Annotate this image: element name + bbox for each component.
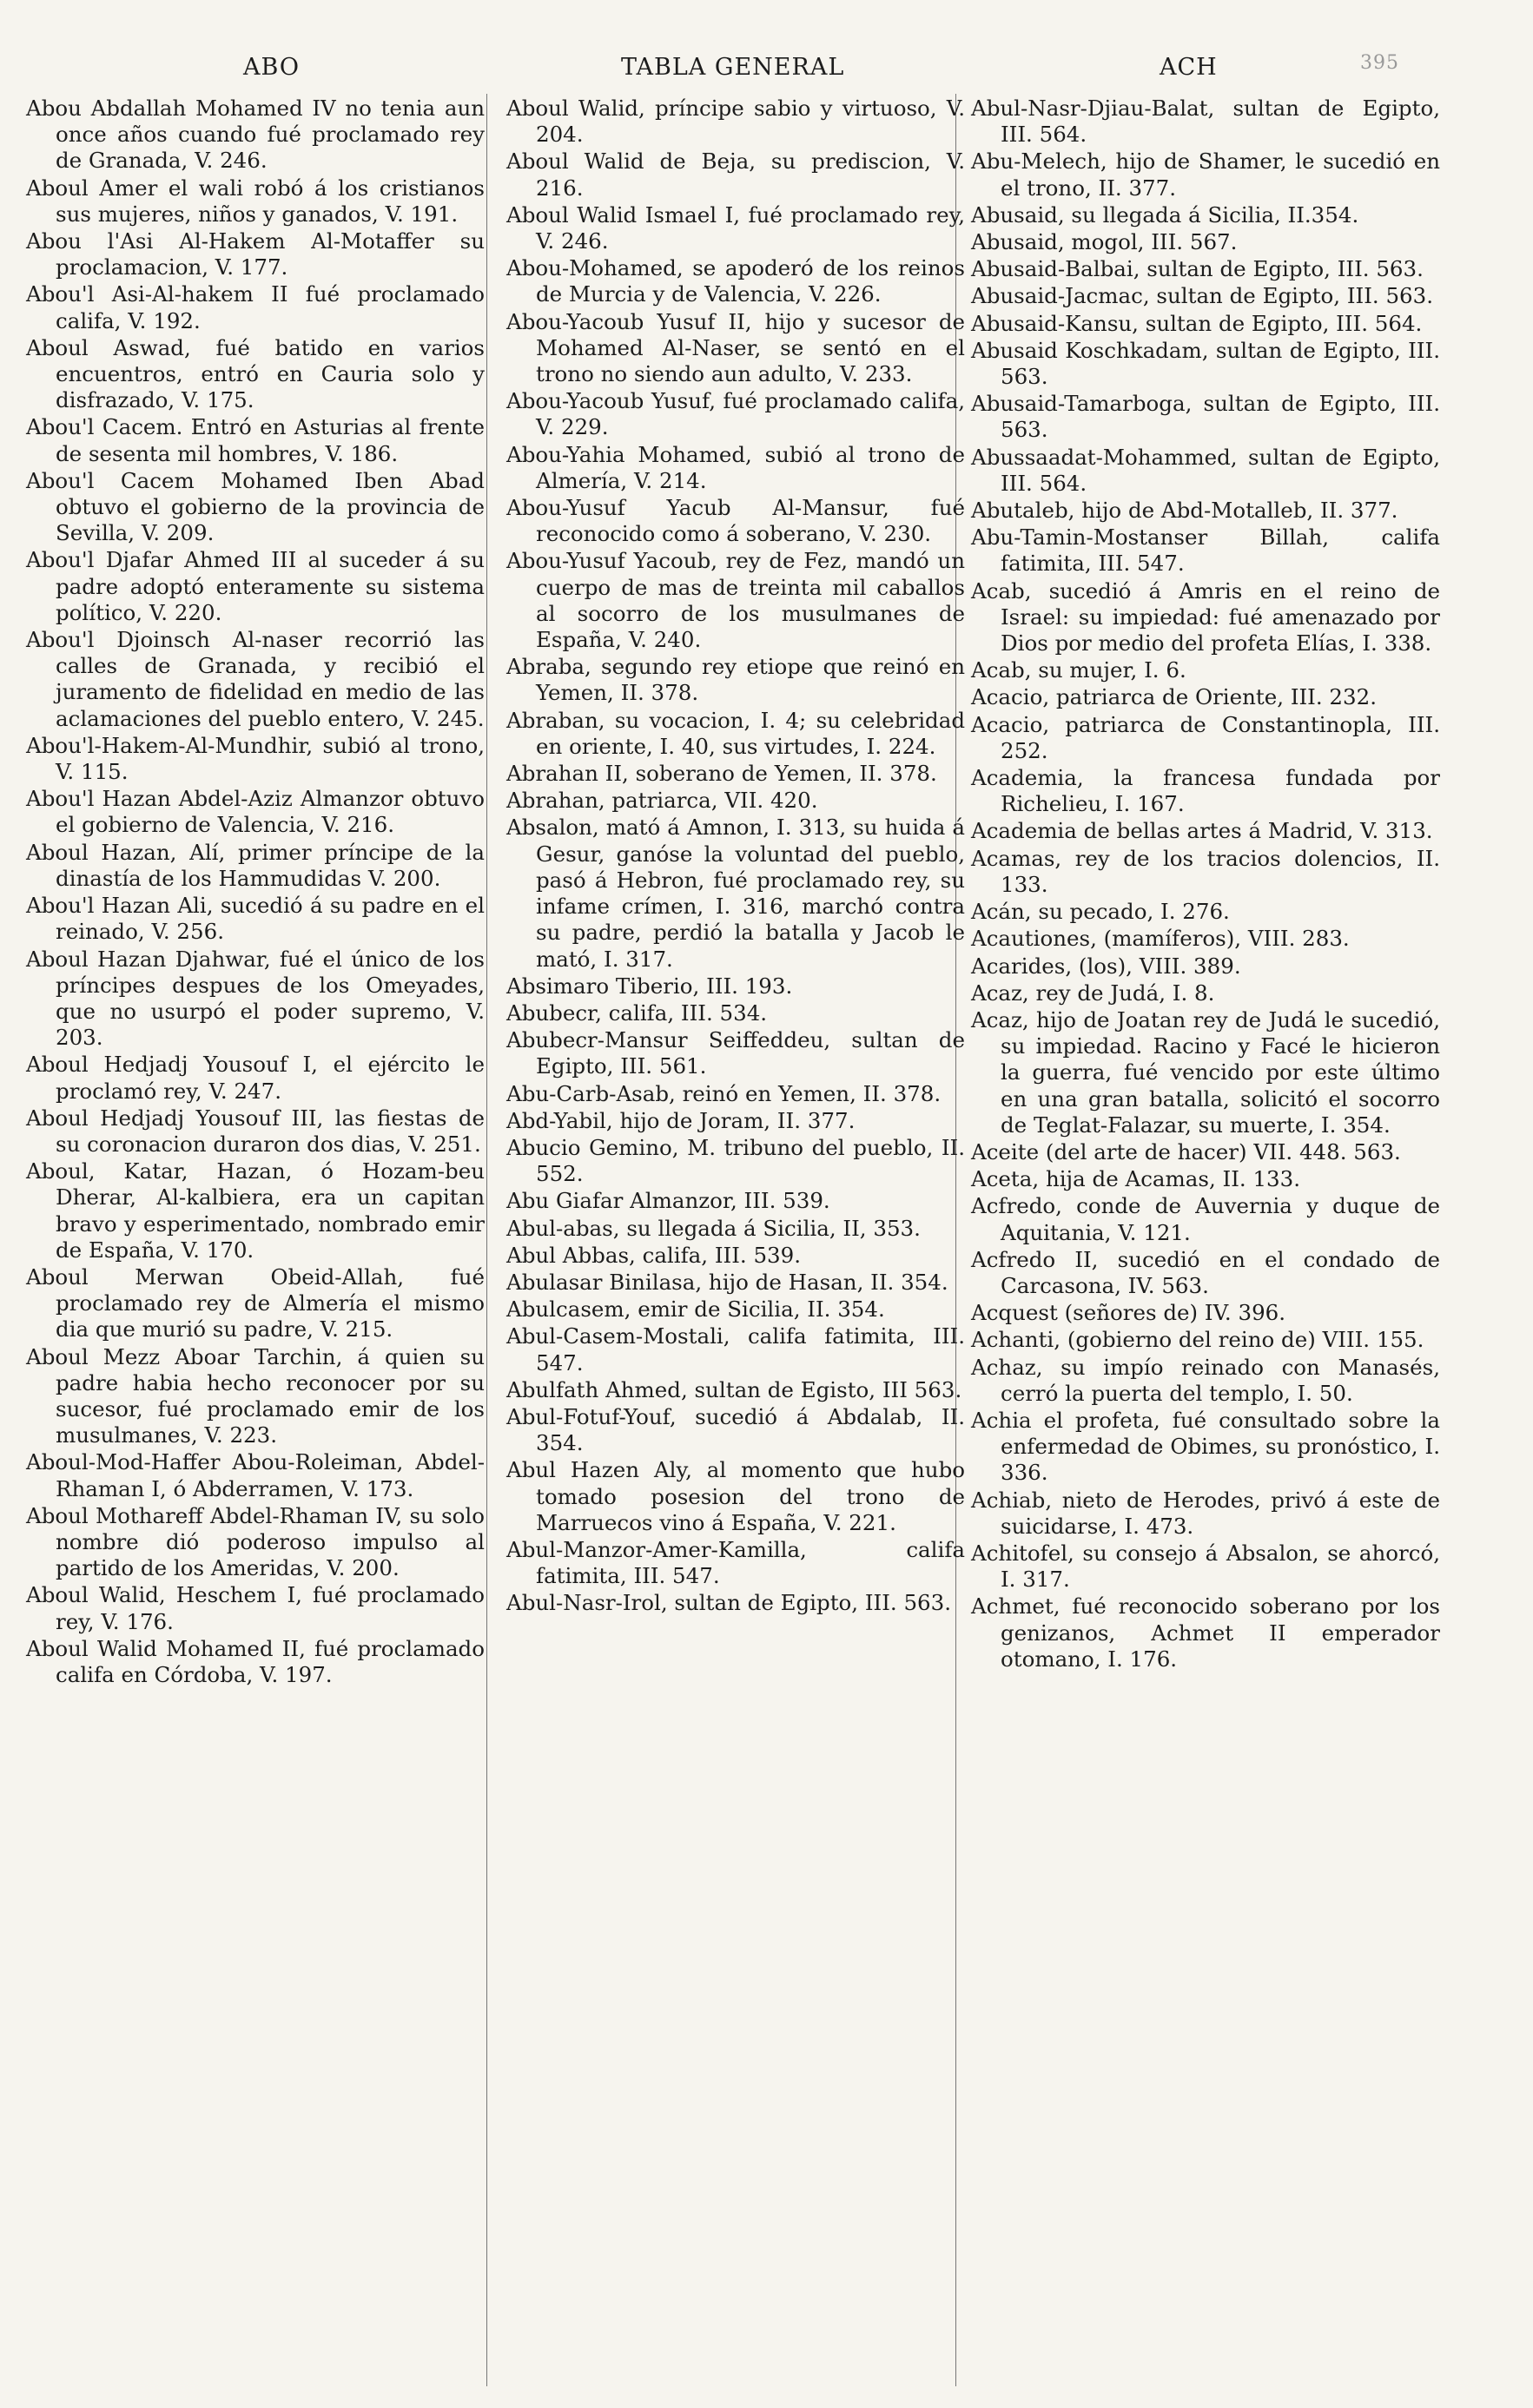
index-entry: Acaz, rey de Judá, I. 8.: [971, 980, 1215, 1006]
index-entry: Aboul Hedjadj Yousouf I, el ejército le proclamó rey, V. 247.: [26, 1052, 485, 1104]
index-entry: Abusaid-Balbai, sultan de Egipto, III. 563.: [971, 256, 1424, 282]
index-entry: Achanti, (gobierno del reino de) VIII. 155.: [971, 1327, 1424, 1353]
index-entry: Aboul Mezz Aboar Tarchin, á quien su padre habia hecho reconocer por su sucesor, fué proclamado emir de los musulmanes, V. 223.: [26, 1343, 485, 1448]
index-entry: Abul-Nasr-Irol, sultan de Egipto, III. 563.: [506, 1590, 952, 1616]
index-entry: Abou-Yacoub Yusuf II, hijo y sucesor de Mohamed Al-Naser, se sentó en el trono no siendo aun adulto, V. 233.: [506, 308, 965, 387]
running-head-right: ACH: [1160, 54, 1218, 81]
index-entry: Abul-Casem-Mostali, califa fatimita, III. 547.: [506, 1323, 965, 1376]
index-entry: Abussaadat-Mohammed, sultan de Egipto, III. 564.: [971, 444, 1440, 496]
index-entry: Acarides, (los), VIII. 389.: [971, 953, 1241, 979]
page-header: [0, 54, 1533, 89]
index-entry: Abusaid-Jacmac, sultan de Egipto, III. 563.: [971, 283, 1434, 309]
index-entry: Abu Giafar Almanzor, III. 539.: [506, 1188, 830, 1214]
index-entry: Aboul, Katar, Hazan, ó Hozam-beu Dherar, Al-kalbiera, era un capitan bravo y esperimentado, nombrado emir de España, V. 170.: [26, 1158, 485, 1263]
index-entry: Abraba, segundo rey etiope que reinó en Yemen, II. 378.: [506, 654, 965, 706]
index-entry: Abou-Mohamed, se apoderó de los reinos de Murcia y de Valencia, V. 226.: [506, 255, 965, 307]
index-entry: Acab, sucedió á Amris en el reino de Israel: su impiedad: fué amenazado por Dios por medio del profeta Elías, I. 338.: [971, 577, 1440, 656]
index-entry: Abul Abbas, califa, III. 539.: [506, 1242, 802, 1268]
index-entry: Abul-Manzor-Amer-Kamilla, califa fatimita, III. 547.: [506, 1536, 965, 1589]
index-entry: Abusaid Koschkadam, sultan de Egipto, III. 563.: [971, 337, 1440, 390]
index-entry: Acamas, rey de los tracios dolencios, II. 133.: [971, 845, 1440, 897]
index-entry: Abusaid, su llegada á Sicilia, II.354.: [971, 201, 1359, 228]
running-head-left: ABO: [243, 54, 300, 81]
column-divider: [486, 94, 487, 2386]
index-entry: Aboul Amer el wali robó á los cristianos sus mujeres, niños y ganados, V. 191.: [26, 175, 485, 227]
index-column-1: [26, 96, 485, 1689]
index-entry: Abou Abdallah Mohamed IV no tenia aun once años cuando fué proclamado rey de Granada, V. 246.: [26, 96, 485, 174]
index-entry: Abusaid-Kansu, sultan de Egipto, III. 564.: [971, 310, 1423, 336]
index-entry: Abou'l Djafar Ahmed III al suceder á su padre adoptó enteramente su sistema político, V. 220.: [26, 547, 485, 625]
index-entry: Abou'l Djoinsch Al-naser recorrió las calles de Granada, y recibió el juramento de fidelidad en medio de las aclamaciones del pueblo entero, V. 245.: [26, 627, 485, 731]
index-entry: Aboul Aswad, fué batido en varios encuentros, entró en Cauria solo y disfrazado, V. 175.: [26, 334, 485, 413]
index-entry: Aboul Hazan, Alí, primer príncipe de la dinastía de los Hammudidas V. 200.: [26, 839, 485, 891]
index-column-2: [506, 96, 965, 1618]
index-entry: Abulasar Binilasa, hijo de Hasan, II. 354.: [506, 1269, 948, 1295]
index-entry: Abou'l Hazan Abdel-Aziz Almanzor obtuvo el gobierno de Valencia, V. 216.: [26, 786, 485, 838]
index-column-3: [971, 96, 1440, 1673]
index-entry: Abou-Yusuf Yacub Al-Mansur, fué reconocido como á soberano, V. 230.: [506, 495, 965, 547]
index-entry: Acaz, hijo de Joatan rey de Judá le sucedió, su impiedad. Racino y Facé le hicieron la guerra, fué vencido por este último en una gran batalla, solicitó el socorro de Teglat-Falazar, su muerte, I. 354.: [971, 1006, 1440, 1138]
index-entry: Abusaid-Tamarboga, sultan de Egipto, III. 563.: [971, 391, 1440, 443]
index-entry: Abu-Melech, hijo de Shamer, le sucedió en el trono, II. 377.: [971, 148, 1440, 201]
index-entry: Achiab, nieto de Herodes, privó á este de suicidarse, I. 473.: [971, 1487, 1440, 1539]
index-entry: Abucio Gemino, M. tribuno del pueblo, II. 552.: [506, 1134, 965, 1187]
index-entry: Abou-Yusuf Yacoub, rey de Fez, mandó un cuerpo de mas de treinta mil caballos al socorro de los musulmanes de España, V. 240.: [506, 548, 965, 653]
index-entry: Aboul Walid Ismael I, fué proclamado rey, V. 246.: [506, 201, 965, 254]
index-entry: Abou'l Cacem. Entró en Asturias al frente de sesenta mil hombres, V. 186.: [26, 414, 485, 466]
index-entry: Abou-Yahia Mohamed, subió al trono de Almería, V. 214.: [506, 441, 965, 493]
index-entry: Achmet, fué reconocido soberano por los genizanos, Achmet II emperador otomano, I. 176.: [971, 1593, 1440, 1672]
index-entry: Abul-Fotuf-Youf, sucedió á Abdalab, II. 354.: [506, 1403, 965, 1456]
index-entry: Aboul Walid de Beja, su prediscion, V. 216.: [506, 148, 965, 201]
index-entry: Acquest (señores de) IV. 396.: [971, 1300, 1286, 1326]
index-entry: Acfredo II, sucedió en el condado de Carcasona, IV. 563.: [971, 1246, 1440, 1298]
index-entry: Abrahan II, soberano de Yemen, II. 378.: [506, 761, 937, 787]
index-entry: Aboul-Mod-Haffer Abou-Roleiman, Abdel-Rhaman I, ó Abderramen, V. 173.: [26, 1449, 485, 1501]
running-head-title: TABLA GENERAL: [621, 54, 845, 81]
index-entry: Abul Hazen Aly, al momento que hubo tomado posesion del trono de Marruecos vino á España, V. 221.: [506, 1457, 965, 1535]
index-entry: Abulcasem, emir de Sicilia, II. 354.: [506, 1296, 885, 1323]
index-entry: Abou'l Cacem Mohamed Iben Abad obtuvo el gobierno de la provincia de Sevilla, V. 209.: [26, 467, 485, 546]
index-entry: Aboul Walid Mohamed II, fué proclamado califa en Córdoba, V. 197.: [26, 1635, 485, 1687]
index-entry: Acautiones, (mamíferos), VIII. 283.: [971, 926, 1350, 952]
index-entry: Aboul Walid, Heschem I, fué proclamado rey, V. 176.: [26, 1582, 485, 1634]
index-entry: Abrahan, patriarca, VII. 420.: [506, 788, 818, 814]
index-entry: Abou l'Asi Al-Hakem Al-Motaffer su proclamacion, V. 177.: [26, 228, 485, 280]
index-entry: Achaz, su impío reinado con Manasés, cerró la puerta del templo, I. 50.: [971, 1354, 1440, 1406]
index-entry: Acán, su pecado, I. 276.: [971, 899, 1230, 925]
index-entry: Acab, su mujer, I. 6.: [971, 657, 1186, 683]
index-entry: Abubecr-Mansur Seiffeddeu, sultan de Egipto, III. 561.: [506, 1027, 965, 1079]
index-entry: Abulfath Ahmed, sultan de Egisto, III 563.: [506, 1376, 962, 1402]
index-entry: Acacio, patriarca de Constantinopla, III. 252.: [971, 711, 1440, 763]
index-entry: Abd-Yabil, hijo de Joram, II. 377.: [506, 1107, 856, 1133]
index-entry: Aboul Mothareff Abdel-Rhaman IV, su solo nombre dió poderoso impulso al partido de los Ameridas, V. 200.: [26, 1502, 485, 1581]
page-number: 395: [1360, 52, 1399, 74]
index-entry: Achia el profeta, fué consultado sobre la enfermedad de Obimes, su pronóstico, I. 336.: [971, 1407, 1440, 1486]
index-entry: Abraban, su vocacion, I. 4; su celebridad en oriente, I. 40, sus virtudes, I. 224.: [506, 707, 965, 759]
index-entry: Aboul Walid, príncipe sabio y virtuoso, V. 204.: [506, 96, 965, 148]
index-entry: Aboul Merwan Obeid-Allah, fué proclamado rey de Almería el mismo dia que murió su padre, V. 215.: [26, 1263, 485, 1343]
index-entry: Absimaro Tiberio, III. 193.: [506, 973, 793, 999]
index-entry: Abou'l-Hakem-Al-Mundhir, subió al trono, V. 115.: [26, 732, 485, 785]
index-entry: Aboul Hedjadj Yousouf III, las fiestas de su coronacion duraron dos dias, V. 251.: [26, 1105, 485, 1157]
index-entry: Abu-Tamin-Mostanser Billah, califa fatimita, III. 547.: [971, 524, 1440, 577]
index-entry: Abu-Carb-Asab, reinó en Yemen, II. 378.: [506, 1080, 942, 1106]
index-entry: Abou'l Hazan Ali, sucedió á su padre en el reinado, V. 256.: [26, 893, 485, 945]
index-entry: Abul-abas, su llegada á Sicilia, II, 353.: [506, 1215, 921, 1241]
index-entry: Aboul Hazan Djahwar, fué el único de los príncipes despues de los Omeyades, que no usurpó el poder supremo, V. 203.: [26, 946, 485, 1051]
index-entry: Abul-Nasr-Djiau-Balat, sultan de Egipto, III. 564.: [971, 96, 1440, 148]
index-entry: Abou'l Asi-Al-hakem II fué proclamado califa, V. 192.: [26, 281, 485, 333]
index-entry: Abou-Yacoub Yusuf, fué proclamado califa, V. 229.: [506, 388, 965, 440]
index-entry: Academia de bellas artes á Madrid, V. 313.: [971, 818, 1433, 844]
index-entry: Academia, la francesa fundada por Richelieu, I. 167.: [971, 765, 1440, 817]
index-entry: Abubecr, califa, III. 534.: [506, 999, 768, 1026]
index-entry: Abusaid, mogol, III. 567.: [971, 229, 1238, 255]
index-entry: Achitofel, su consejo á Absalon, se ahorcó, I. 317.: [971, 1540, 1440, 1593]
index-entry: Acacio, patriarca de Oriente, III. 232.: [971, 684, 1377, 710]
index-entry: Acfredo, conde de Auvernia y duque de Aquitania, V. 121.: [971, 1193, 1440, 1245]
index-entry: Aceta, hija de Acamas, II. 133.: [971, 1166, 1301, 1192]
index-entry: Aceite (del arte de hacer) VII. 448. 563.: [971, 1138, 1401, 1164]
index-entry: Abutaleb, hijo de Abd-Motalleb, II. 377.: [971, 498, 1398, 524]
index-entry: Absalon, mató á Amnon, I. 313, su huida á Gesur, ganóse la voluntad del pueblo, pasó á Hebron, fué proclamado rey, su infame crímen, I. 316, marchó contra su padre, perdió la batalla y Jacob le mató, I. 317.: [506, 815, 965, 972]
